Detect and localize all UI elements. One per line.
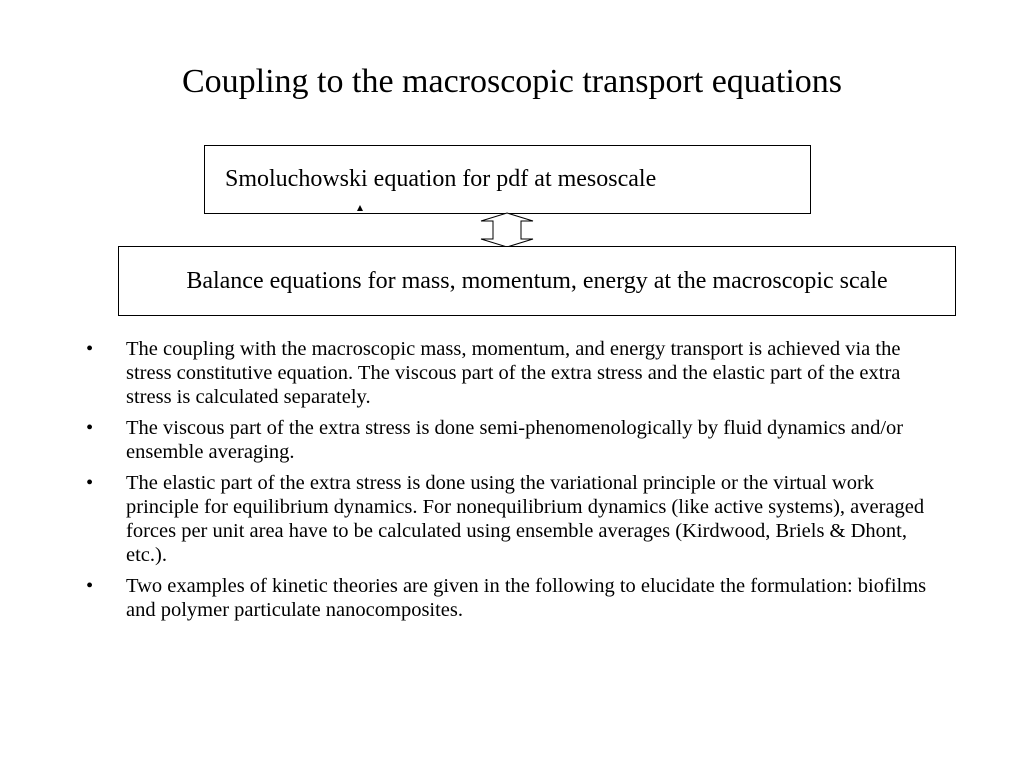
bullet-list xyxy=(86,337,946,629)
bullet-item xyxy=(86,337,946,409)
small-arrowhead-icon xyxy=(356,204,364,212)
slide-title: Coupling to the macroscopic transport equations xyxy=(181,63,843,100)
bullet-item xyxy=(86,574,946,622)
bullet-marker: • xyxy=(86,417,94,439)
bullet-text: The coupling with the macroscopic mass, momentum, and energy transport is achieved via the stress constitutive equation. The viscous part of the extra stress and the elastic part of the extra stress is calculated separately. xyxy=(126,338,901,408)
bullet-text: The elastic part of the extra stress is done using the variational principle or the virtual work principle for equilibrium dynamics. For nonequilibrium dynamics (like active systems), averaged forces per unit area have to be calculated using ensemble averages (Kirdwood, Briels & Dhont, etc.). xyxy=(126,472,925,566)
bullet-text: Two examples of kinetic theories are given in the following to elucidate the formulation: biofilms and polymer particulate nanocomposites. xyxy=(126,575,927,621)
smoluchowski-box-label: Smoluchowski equation for pdf at mesoscale xyxy=(225,166,657,192)
bullet-marker: • xyxy=(86,575,94,597)
balance-equations-box-label: Balance equations for mass, momentum, energy at the macroscopic scale xyxy=(186,268,888,294)
double-headed-arrow-shape xyxy=(481,213,533,247)
double-headed-arrow-icon xyxy=(474,212,540,248)
bullet-item xyxy=(86,471,946,567)
smoluchowski-box xyxy=(204,145,811,214)
bullet-marker: • xyxy=(86,472,94,494)
bullet-item xyxy=(86,416,946,464)
bullet-marker: • xyxy=(86,338,94,360)
bullet-text: The viscous part of the extra stress is done semi-phenomenologically by fluid dynamics and/or ensemble averaging. xyxy=(126,417,904,463)
balance-equations-box xyxy=(118,246,956,316)
